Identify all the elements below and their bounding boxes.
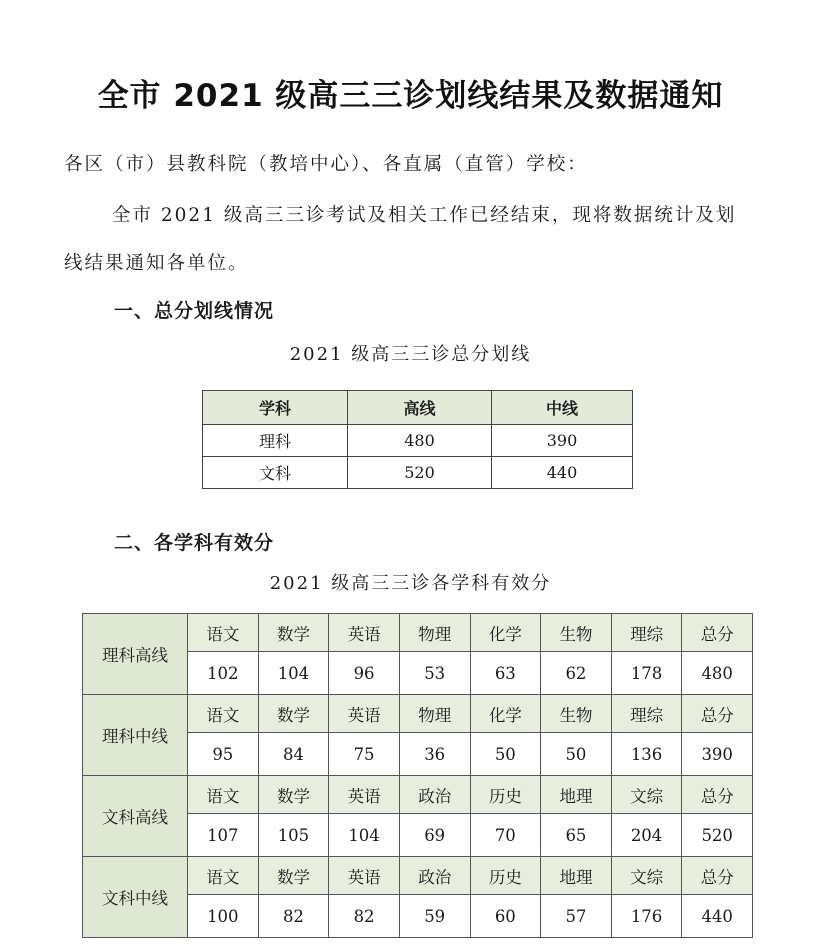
table-header-row bbox=[203, 391, 633, 425]
score-cell: 95 bbox=[188, 733, 259, 776]
subject-name-cell: 英语 bbox=[329, 614, 400, 652]
subject-name-cell: 数学 bbox=[258, 776, 329, 814]
subject-name-cell: 历史 bbox=[470, 776, 541, 814]
subject-name-cell: 生物 bbox=[541, 614, 612, 652]
subject-name-cell: 政治 bbox=[399, 857, 470, 895]
score-cell: 104 bbox=[258, 652, 329, 695]
subject-name-cell: 总分 bbox=[682, 857, 753, 895]
score-cell: 82 bbox=[329, 895, 400, 938]
score-cell: 136 bbox=[611, 733, 682, 776]
high-line-cell: 520 bbox=[348, 457, 492, 489]
score-cell: 57 bbox=[541, 895, 612, 938]
group-label: 文科中线 bbox=[83, 857, 188, 938]
subject-names-row bbox=[83, 614, 753, 652]
addressee-line: 各区（市）县教科院（教培中心）、各直属（直管）学校： bbox=[64, 154, 588, 175]
score-cell: 65 bbox=[541, 814, 612, 857]
subject-name-cell: 英语 bbox=[329, 695, 400, 733]
body-paragraph-line-1: 全市 2021 级高三三诊考试及相关工作已经结束，现将数据统计及划 bbox=[112, 205, 737, 226]
table-caption-total-lines: 2021 级高三三诊总分划线 bbox=[289, 344, 532, 365]
subject-name-cell: 历史 bbox=[470, 857, 541, 895]
subject-cell: 文科 bbox=[203, 457, 348, 489]
subject-name-cell: 总分 bbox=[682, 614, 753, 652]
score-cell: 102 bbox=[188, 652, 259, 695]
score-cell: 82 bbox=[258, 895, 329, 938]
score-cell: 53 bbox=[399, 652, 470, 695]
subject-name-cell: 总分 bbox=[682, 695, 753, 733]
score-cell: 107 bbox=[188, 814, 259, 857]
group-label: 文科高线 bbox=[83, 776, 188, 857]
score-cell: 480 bbox=[682, 652, 753, 695]
header-mid-line: 中线 bbox=[492, 391, 633, 425]
score-cell: 105 bbox=[258, 814, 329, 857]
subject-name-cell: 生物 bbox=[541, 695, 612, 733]
subject-name-cell: 政治 bbox=[399, 776, 470, 814]
subject-name-cell: 物理 bbox=[399, 695, 470, 733]
score-cell: 62 bbox=[541, 652, 612, 695]
score-cell: 100 bbox=[188, 895, 259, 938]
subject-name-cell: 理综 bbox=[611, 695, 682, 733]
score-cell: 440 bbox=[682, 895, 753, 938]
score-cell: 50 bbox=[470, 733, 541, 776]
score-cell: 390 bbox=[682, 733, 753, 776]
subject-name-cell: 文综 bbox=[611, 776, 682, 814]
subject-name-cell: 物理 bbox=[399, 614, 470, 652]
subject-name-cell: 化学 bbox=[470, 614, 541, 652]
subject-name-cell: 语文 bbox=[188, 614, 259, 652]
subject-name-cell: 数学 bbox=[258, 695, 329, 733]
total-lines-table bbox=[202, 390, 633, 489]
subject-name-cell: 语文 bbox=[188, 857, 259, 895]
subject-names-row bbox=[83, 857, 753, 895]
score-cell: 60 bbox=[470, 895, 541, 938]
subject-name-cell: 化学 bbox=[470, 695, 541, 733]
subject-name-cell: 地理 bbox=[541, 857, 612, 895]
header-subject: 学科 bbox=[203, 391, 348, 425]
subject-effective-scores-table bbox=[82, 613, 753, 938]
score-cell: 178 bbox=[611, 652, 682, 695]
header-high-line: 高线 bbox=[348, 391, 492, 425]
score-cell: 59 bbox=[399, 895, 470, 938]
score-cell: 63 bbox=[470, 652, 541, 695]
score-cell: 75 bbox=[329, 733, 400, 776]
score-cell: 50 bbox=[541, 733, 612, 776]
group-label: 理科高线 bbox=[83, 614, 188, 695]
mid-line-cell: 390 bbox=[492, 425, 633, 457]
subject-name-cell: 英语 bbox=[329, 857, 400, 895]
high-line-cell: 480 bbox=[348, 425, 492, 457]
group-label: 理科中线 bbox=[83, 695, 188, 776]
table-caption-subject-scores: 2021 级高三三诊各学科有效分 bbox=[269, 573, 552, 594]
score-cell: 96 bbox=[329, 652, 400, 695]
subject-name-cell: 文综 bbox=[611, 857, 682, 895]
table-row bbox=[203, 457, 633, 489]
score-cell: 176 bbox=[611, 895, 682, 938]
subject-name-cell: 语文 bbox=[188, 695, 259, 733]
subject-name-cell: 数学 bbox=[258, 614, 329, 652]
subject-names-row bbox=[83, 695, 753, 733]
subject-name-cell: 语文 bbox=[188, 776, 259, 814]
subject-name-cell: 地理 bbox=[541, 776, 612, 814]
subject-name-cell: 英语 bbox=[329, 776, 400, 814]
score-cell: 84 bbox=[258, 733, 329, 776]
table-row bbox=[203, 425, 633, 457]
score-cell: 204 bbox=[611, 814, 682, 857]
subject-names-row bbox=[83, 776, 753, 814]
subject-name-cell: 总分 bbox=[682, 776, 753, 814]
score-cell: 520 bbox=[682, 814, 753, 857]
subject-cell: 理科 bbox=[203, 425, 348, 457]
subject-name-cell: 数学 bbox=[258, 857, 329, 895]
score-cell: 70 bbox=[470, 814, 541, 857]
body-paragraph-line-2: 线结果通知各单位。 bbox=[64, 253, 249, 274]
score-cell: 69 bbox=[399, 814, 470, 857]
subject-name-cell: 理综 bbox=[611, 614, 682, 652]
score-cell: 104 bbox=[329, 814, 400, 857]
document-title: 全市 2021 级高三三诊划线结果及数据通知 bbox=[97, 78, 724, 114]
mid-line-cell: 440 bbox=[492, 457, 633, 489]
section-heading-subject-scores: 二、各学科有效分 bbox=[114, 532, 275, 554]
score-cell: 36 bbox=[399, 733, 470, 776]
section-heading-total-lines: 一、总分划线情况 bbox=[114, 300, 275, 322]
